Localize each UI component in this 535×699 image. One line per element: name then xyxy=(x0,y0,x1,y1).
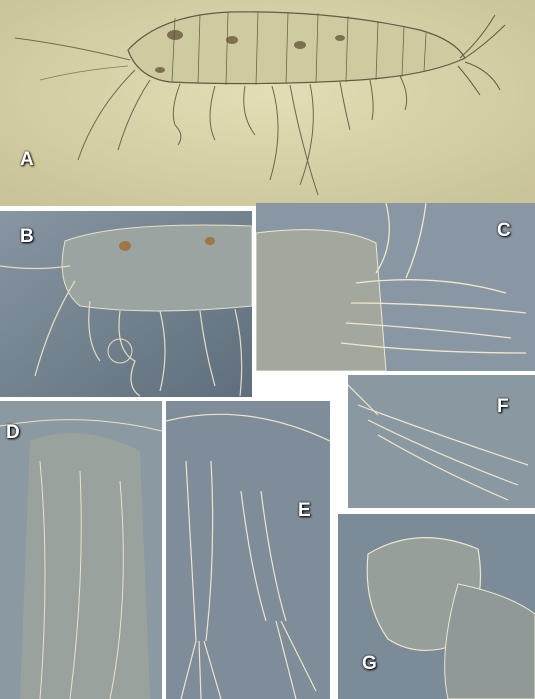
panel-label-b: B xyxy=(20,226,34,247)
uropod-micrograph xyxy=(348,375,535,508)
panel-label-e: E xyxy=(298,500,311,521)
panel-label-a: A xyxy=(20,149,34,170)
appendage-setae-micrograph xyxy=(166,401,330,699)
panel-label-d: D xyxy=(6,422,20,443)
panel-f xyxy=(348,375,535,508)
pleopod-detail-micrograph xyxy=(0,401,162,699)
panel-label-f: F xyxy=(497,396,509,417)
posterior-urosome-micrograph xyxy=(256,203,535,371)
amphipod-whole-body-image xyxy=(0,0,535,206)
panel-e xyxy=(166,401,330,699)
panel-g xyxy=(338,514,535,699)
panel-d xyxy=(0,401,162,699)
panel-c xyxy=(256,203,535,371)
panel-label-c: C xyxy=(497,220,511,241)
panel-a xyxy=(0,0,535,206)
panel-label-g: G xyxy=(362,653,377,674)
panel-b xyxy=(0,211,252,397)
head-pereon-micrograph xyxy=(0,211,252,397)
